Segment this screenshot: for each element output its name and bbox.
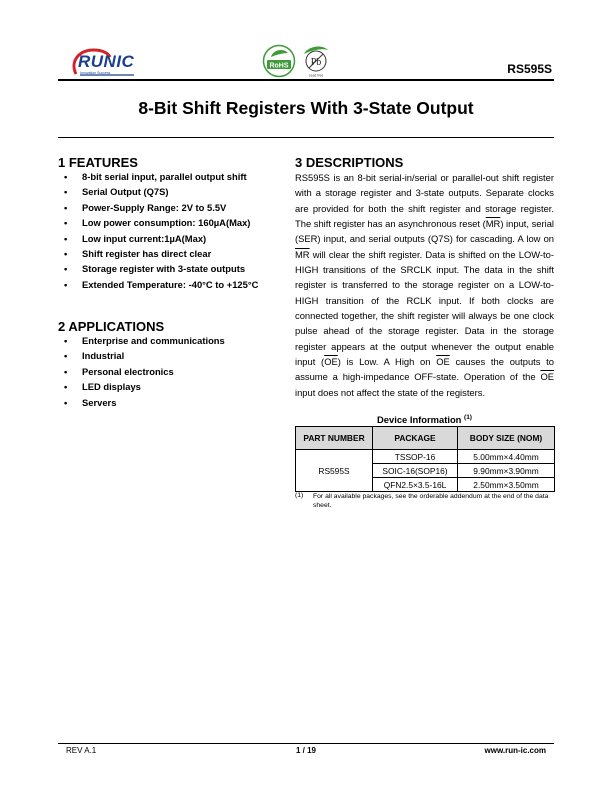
applications-heading: 2 APPLICATIONS xyxy=(58,319,165,334)
footer-divider xyxy=(58,743,554,744)
package-cell: QFN2.5×3.5-16L xyxy=(373,478,458,492)
list-item: • Extended Temperature: -40°C to +125°C xyxy=(58,277,288,292)
device-info-caption: Device Information $^{(1)}$ xyxy=(377,414,472,426)
document-title: 8-Bit Shift Registers With 3-State Output xyxy=(138,98,474,118)
rohs-leaf-icon xyxy=(262,44,296,78)
logo-text: RUNIC xyxy=(78,52,135,71)
lead-free-label: Lead free xyxy=(308,73,324,78)
package-cell: SOIC-16(SOP16) xyxy=(373,464,458,478)
package-cell: TSSOP-16 xyxy=(373,450,458,464)
list-item: • Low power consumption: 160µA(Max) xyxy=(58,215,288,230)
logo-tagline: Innovation Success xyxy=(80,71,111,75)
list-item: • Power-Supply Range: 2V to 5.5V xyxy=(58,200,288,215)
list-item: • Low input current:1µA(Max) xyxy=(58,231,288,246)
list-item: • Personal electronics xyxy=(58,364,288,379)
title-divider xyxy=(58,137,554,138)
list-item: • Storage register with 3-state outputs xyxy=(58,261,288,276)
features-heading: 1 FEATURES xyxy=(58,155,138,170)
header-divider xyxy=(58,79,554,81)
list-item: • Enterprise and communications xyxy=(58,333,288,348)
rohs-badge xyxy=(262,44,296,78)
pb-free-icon xyxy=(300,44,332,78)
footer-page-number: 1 / 19 xyxy=(295,746,316,755)
lead-free-badge xyxy=(300,44,332,78)
rohs-label: RoHS xyxy=(269,62,289,70)
oe-signal: $\overline{OE}$ xyxy=(540,371,554,383)
header-part-number: RS595S xyxy=(507,62,552,76)
list-item: • 8-bit serial input, parallel output shift xyxy=(58,169,288,184)
footnote-mark: (1) xyxy=(295,492,304,499)
list-item: • Servers xyxy=(58,395,288,410)
column-header: BODY SIZE (NOM) xyxy=(458,427,555,450)
applications-list xyxy=(58,333,288,410)
device-info-table xyxy=(295,426,555,492)
body-size-cell: 9.90mm×3.90mm xyxy=(458,464,555,478)
footer-website-link[interactable]: www.run-ic.com xyxy=(484,746,546,755)
table-header-row xyxy=(296,427,555,450)
body-size-cell: 2.50mm×3.50mm xyxy=(458,478,555,492)
mr-signal: $\overline{MR}$ xyxy=(485,218,501,230)
descriptions-heading: 3 DESCRIPTIONS xyxy=(295,155,404,170)
list-item: • Shift register has direct clear xyxy=(58,246,288,261)
list-item: • Industrial xyxy=(58,348,288,363)
column-header: PART NUMBER xyxy=(296,427,373,450)
oe-signal: $\overline{OE}$ xyxy=(436,356,450,368)
column-header: PACKAGE xyxy=(373,427,458,450)
list-item: • LED displays xyxy=(58,379,288,394)
footer-revision: REV A.1 xyxy=(66,746,97,755)
footnote-text: For all available packages, see the orderable addendum at the end of the data sheet. xyxy=(313,493,549,510)
pb-label: Pb xyxy=(310,57,322,68)
oe-signal: $\overline{OE}$ xyxy=(324,356,338,368)
body-size-cell: 5.00mm×4.40mm xyxy=(458,450,555,464)
features-list xyxy=(58,169,288,292)
mr-signal: $\overline{MR}$ xyxy=(295,248,310,260)
list-item: • Serial Output (Q7S) xyxy=(58,184,288,199)
table-row xyxy=(296,450,555,464)
part-number-cell: RS595S xyxy=(296,450,373,492)
description-paragraph: RS595S is an 8-bit serial-in/serial or parallel-out shift register with a storage register and 3-state outputs. Separate clocks are provided for both the shift register and storage register. The shift register has an asynchronous reset $(\overline{MR})$ input, serial (SER) input, and serial outputs (Q7S) for cascading. A low on $\overline{MR}$ will clear the shift register. Data is shifted on the LOW-to-HIGH transitions of the SRCLK input. The data in the shift register is transferred to the storage register on a LOW-to-HIGH transition of the RCLK input. If both clocks are connected together, the shift register will always be one clock pulse ahead of the storage register. Data in the storage register appears at the output whenever the output enable input $(\overline{OE})$ is Low. A High on $\overline{OE}$ causes the outputs to assume a high-impedance OFF-state. Operation of the $\overline{OE}$ input does not affect the state of the registers. xyxy=(295,172,554,398)
